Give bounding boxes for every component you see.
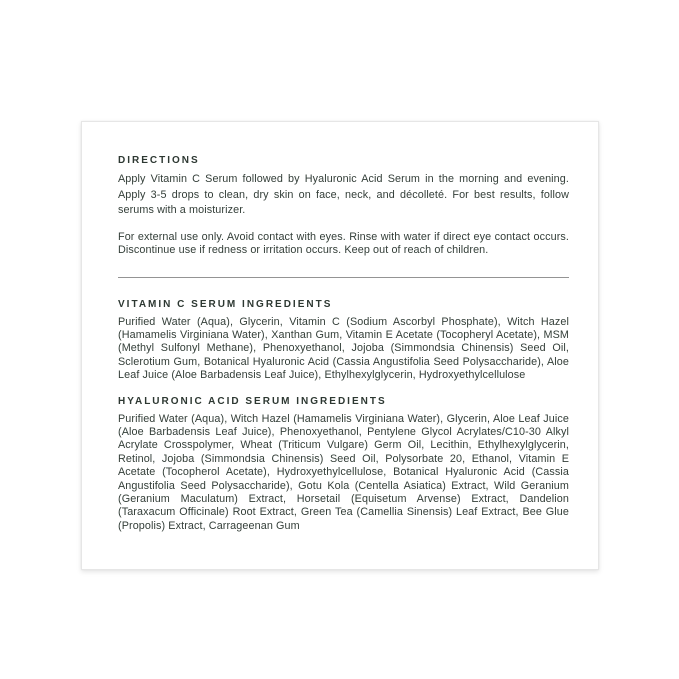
- warning-text: For external use only. Avoid contact with eyes. Rinse with water if direct eye contact occurs. Discontinue use if redness or irritation occurs. Keep out of reach of children.: [118, 230, 569, 256]
- vitamin-c-ingredients-section: [118, 299, 569, 383]
- vitamin-c-ingredients-heading: VITAMIN C SERUM INGREDIENTS: [118, 298, 333, 310]
- vitamin-c-ingredients-text: Purified Water (Aqua), Glycerin, Vitamin C (Sodium Ascorbyl Phosphate), Witch Hazel (Hamamelis Virginiana Water), Xanthan Gum, Vitamin E Acetate (Tocopheryl Acetate), MSM (Methyl Sulfonyl Methane), Phenoxyethanol, Jojoba (Simmondsia Chinensis) Seed Oil, Sclerotium Gum, Botanical Hyaluronic Acid (Cassia Angustifolia Seed Polysaccharide), Aloe Leaf Juice (Aloe Barbadensis Leaf Juice), Ethylhexylglycerin, Hydroxyethylcellulose: [118, 315, 569, 382]
- directions-text: Apply Vitamin C Serum followed by Hyaluronic Acid Serum in the morning and evening. Apply 3-5 drops to clean, dry skin on face, neck, and décolleté. For best results, follow serums with a moisturizer.: [118, 173, 569, 216]
- hyaluronic-acid-ingredients-section: [118, 396, 569, 534]
- product-label-card: [81, 121, 599, 570]
- hyaluronic-acid-ingredients-text: Purified Water (Aqua), Witch Hazel (Hamamelis Virginiana Water), Glycerin, Aloe Leaf Juice (Aloe Barbadensis Leaf Juice), Phenoxyethanol, Pentylene Glycol Acrylates/C10-30 Alkyl Acrylate Crosspolymer, Wheat (Triticum Vulgare) Germ Oil, Lecithin, Ethylhexylglycerin, Retinol, Jojoba (Simmondsia Chinensis) Seed Oil, Polysorbate 20, Ethanol, Vitamin E Acetate (Tocopherol Acetate), Hydroxyethylcellulose, Botanical Hyaluronic Acid (Cassia Angustifolia Seed Polysaccharide), Gotu Kola (Centella Asiatica) Extract, Wild Geranium (Geranium Maculatum) Extract, Horsetail (Equisetum Arvense) Extract, Dandelion (Taraxacum Officinale) Root Extract, Green Tea (Camellia Sinensis) Leaf Extract, Bee Glue (Propolis) Extract, Carrageenan Gum: [118, 412, 569, 532]
- directions-section: [118, 155, 569, 258]
- hyaluronic-acid-ingredients-heading: HYALURONIC ACID SERUM INGREDIENTS: [118, 395, 387, 407]
- section-divider: [118, 277, 569, 278]
- directions-heading: DIRECTIONS: [118, 155, 200, 166]
